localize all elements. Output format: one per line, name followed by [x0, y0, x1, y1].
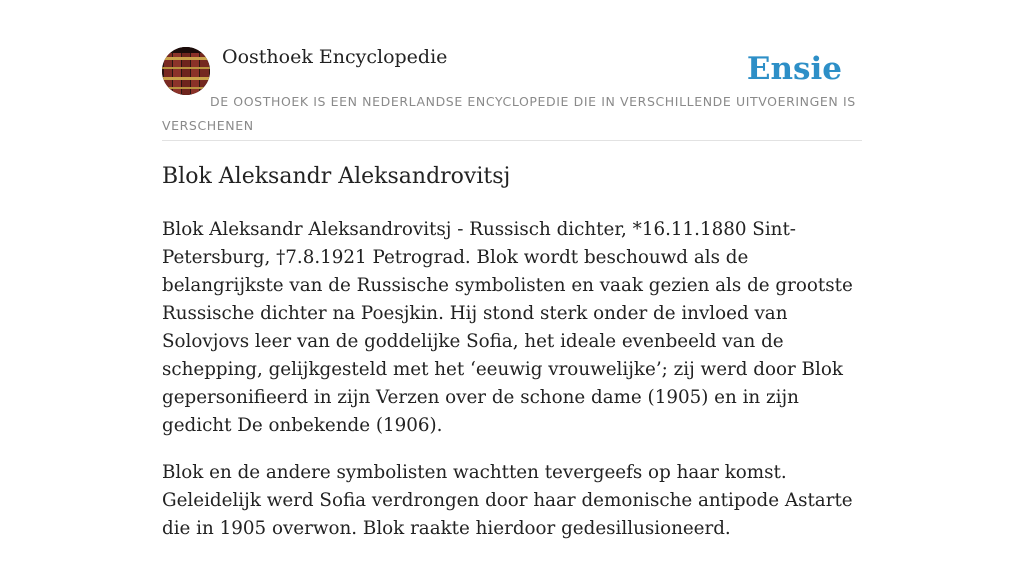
- page: [162, 0, 862, 539]
- article-body: [162, 216, 862, 562]
- site-title[interactable]: Oosthoek Encyclopedie: [222, 46, 448, 68]
- book-spines-icon[interactable]: [162, 47, 210, 95]
- site-tagline: DE OOSTHOEK IS EEN NEDERLANDSE ENCYCLOPEDIE DIE IN VERSCHILLENDE UITVOERINGEN IS VERSCHENEN: [162, 94, 856, 133]
- article-paragraph: Blok Aleksandr Aleksandrovitsj - Russisch dichter, *16.11.1880 Sint-Petersburg, †7.8.1921 Petrograd. Blok wordt beschouwd als de belangrijkste van de Russische symbolisten en vaak gezien als de grootste Russische dichter na Poesjkin. Hij stond sterk onder de invloed van Solovjovs leer van de goddelijke Sofia, het ideale evenbeeld van de schepping, gelijkgesteld met het ‘eeuwig vrouwelijke’; zij werd door Blok gepersonifieerd in zijn Verzen over de schone dame (1905) en in zijn gedicht De onbekende (1906).: [162, 219, 853, 436]
- article-title: Blok Aleksandr Aleksandrovitsj: [162, 164, 511, 189]
- ensie-logo[interactable]: Ensie: [746, 51, 842, 87]
- article-paragraph: Blok en de andere symbolisten wachtten tevergeefs op haar komst. Geleidelijk werd Sofia verdrongen door haar demonische antipode Astarte die in 1905 overwon. Blok raakte hierdoor gedesillusioneerd.: [162, 462, 853, 539]
- site-header: [162, 0, 862, 141]
